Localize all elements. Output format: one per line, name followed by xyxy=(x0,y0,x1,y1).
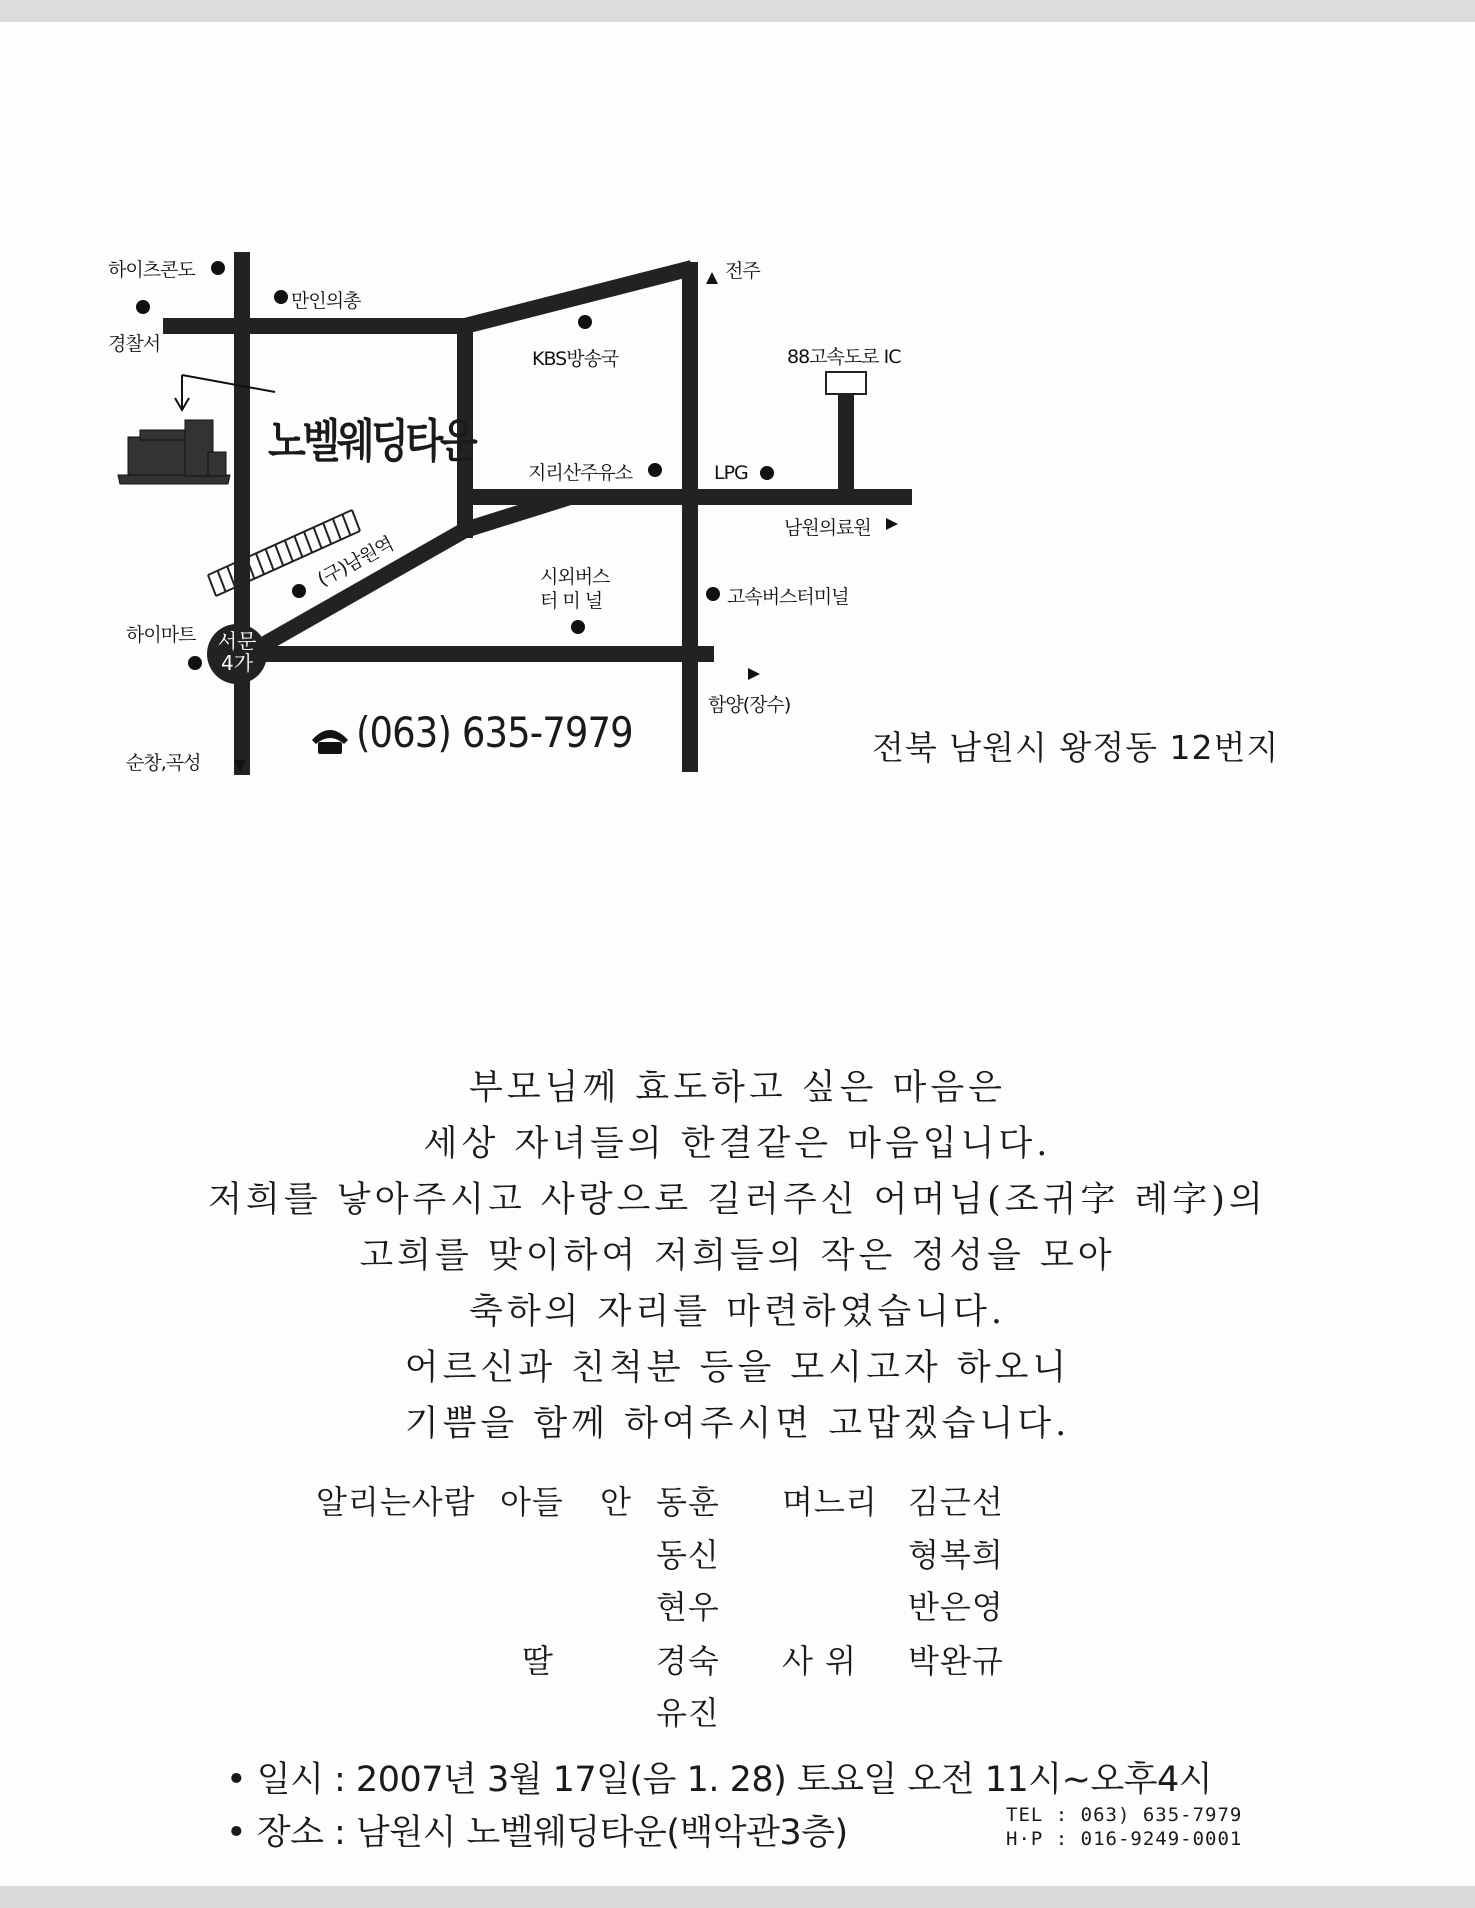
label-hamyang: 함양(장수) xyxy=(708,694,791,716)
label-hitsukondo: 하이츠콘도 xyxy=(108,259,195,281)
map-roads xyxy=(0,0,1475,800)
label-himart: 하이마트 xyxy=(126,624,196,646)
message-line-3: 저희를 낳아주시고 사랑으로 길러주신 어머님(조귀字 례字)의 xyxy=(208,1180,1267,1220)
label-intercity-bus-terminal: 터 미 널 xyxy=(540,590,603,612)
daughter-name-2: 유진 xyxy=(656,1694,720,1732)
son-in-law-title: 사 위 xyxy=(782,1642,857,1680)
label-kbs: KBS방송국 xyxy=(532,348,619,370)
label-lpg: LPG xyxy=(714,462,748,484)
event-hp: H·P : 016-9249-0001 xyxy=(1006,1828,1243,1850)
venue-name-map: 노벨웨딩타운 xyxy=(268,414,475,468)
message-line-7: 기쁨을 함께 하여주시면 고맙겠습니다. xyxy=(404,1404,1071,1444)
ic-box xyxy=(826,372,866,394)
rail-tie xyxy=(285,540,293,561)
rail-tie xyxy=(294,536,302,557)
label-expressway-ic: 88고속도로 IC xyxy=(787,346,901,368)
label-seomun-line2: 4가 xyxy=(220,651,254,675)
label-express-bus: 고속버스터미널 xyxy=(727,586,849,608)
event-tel: TEL : 063) 635-7979 xyxy=(1006,1804,1243,1826)
daughter-in-law-1: 김근선 xyxy=(908,1483,1004,1521)
label-seomun xyxy=(209,630,265,674)
son-title: 아들 xyxy=(500,1483,564,1521)
message-line-1: 부모님께 효도하고 싶은 마음은 xyxy=(469,1068,1006,1108)
daughter-name-1: 경숙 xyxy=(656,1642,720,1680)
rail-tie xyxy=(304,532,312,553)
son-name-2: 동신 xyxy=(656,1536,720,1574)
rail-tie xyxy=(275,545,283,566)
son-surname: 안 xyxy=(600,1483,632,1521)
event-contact xyxy=(1006,1803,1242,1851)
rail-tie xyxy=(256,553,264,574)
rail-tie xyxy=(314,527,322,548)
rail-tie xyxy=(208,575,216,596)
label-seomun-line1: 서문 xyxy=(217,629,257,653)
event-datetime: • 일시 : 2007년 3월 17일(음 1. 28) 토요일 오전 11시~오후4시 xyxy=(226,1760,1213,1800)
rail-tie xyxy=(323,523,331,544)
message-line-4: 고희를 맞이하여 저희들의 작은 정성을 모아 xyxy=(359,1236,1116,1276)
son-in-law-name: 박완규 xyxy=(908,1642,1004,1680)
road-north-diagonal xyxy=(465,268,692,326)
message-line-5: 축하의 자리를 마련하였습니다. xyxy=(469,1292,1006,1332)
label-old-station: (구)남원역 xyxy=(313,532,397,591)
label-manin: 만인의총 xyxy=(291,290,361,312)
rail-tie xyxy=(352,510,360,531)
daughter-in-law-2: 형복희 xyxy=(908,1536,1004,1574)
daughter-in-law-title: 며느리 xyxy=(782,1483,878,1521)
rail-tie xyxy=(333,519,341,540)
label-jirisan-gas: 지리산주유소 xyxy=(528,462,633,484)
building-pointer xyxy=(175,375,275,410)
scan-bottom-band xyxy=(0,1886,1475,1908)
label-intercity-bus: 시외버스 xyxy=(540,566,610,588)
son-name-3: 현우 xyxy=(656,1588,720,1626)
message-line-6: 어르신과 친척분 등을 모시고자 하오니 xyxy=(404,1348,1071,1388)
building-illustration xyxy=(118,420,230,484)
daughter-in-law-3: 반은영 xyxy=(908,1588,1004,1626)
label-medical: 남원의료원 xyxy=(784,517,871,539)
label-police: 경찰서 xyxy=(108,333,161,355)
label-suncheon: 순창,곡성 xyxy=(126,752,201,774)
venue-address: 전북 남원시 왕정동 12번지 xyxy=(872,728,1280,767)
map-phone-number: (063) 635-7979 xyxy=(356,708,633,757)
announcer-label: 알리는사람 xyxy=(316,1483,476,1521)
son-name-1: 동훈 xyxy=(656,1483,720,1521)
rail-tie xyxy=(342,514,350,535)
phone-icon xyxy=(312,730,348,754)
rail-tie xyxy=(266,549,274,570)
rail-tie xyxy=(218,571,226,592)
message-line-2: 세상 자녀들의 한결같은 마음입니다. xyxy=(423,1124,1052,1164)
event-place: • 장소 : 남원시 노벨웨딩타운(백악관3층) xyxy=(226,1813,848,1853)
label-jeonju: 전주 xyxy=(725,260,760,282)
daughter-title: 딸 xyxy=(522,1642,554,1680)
